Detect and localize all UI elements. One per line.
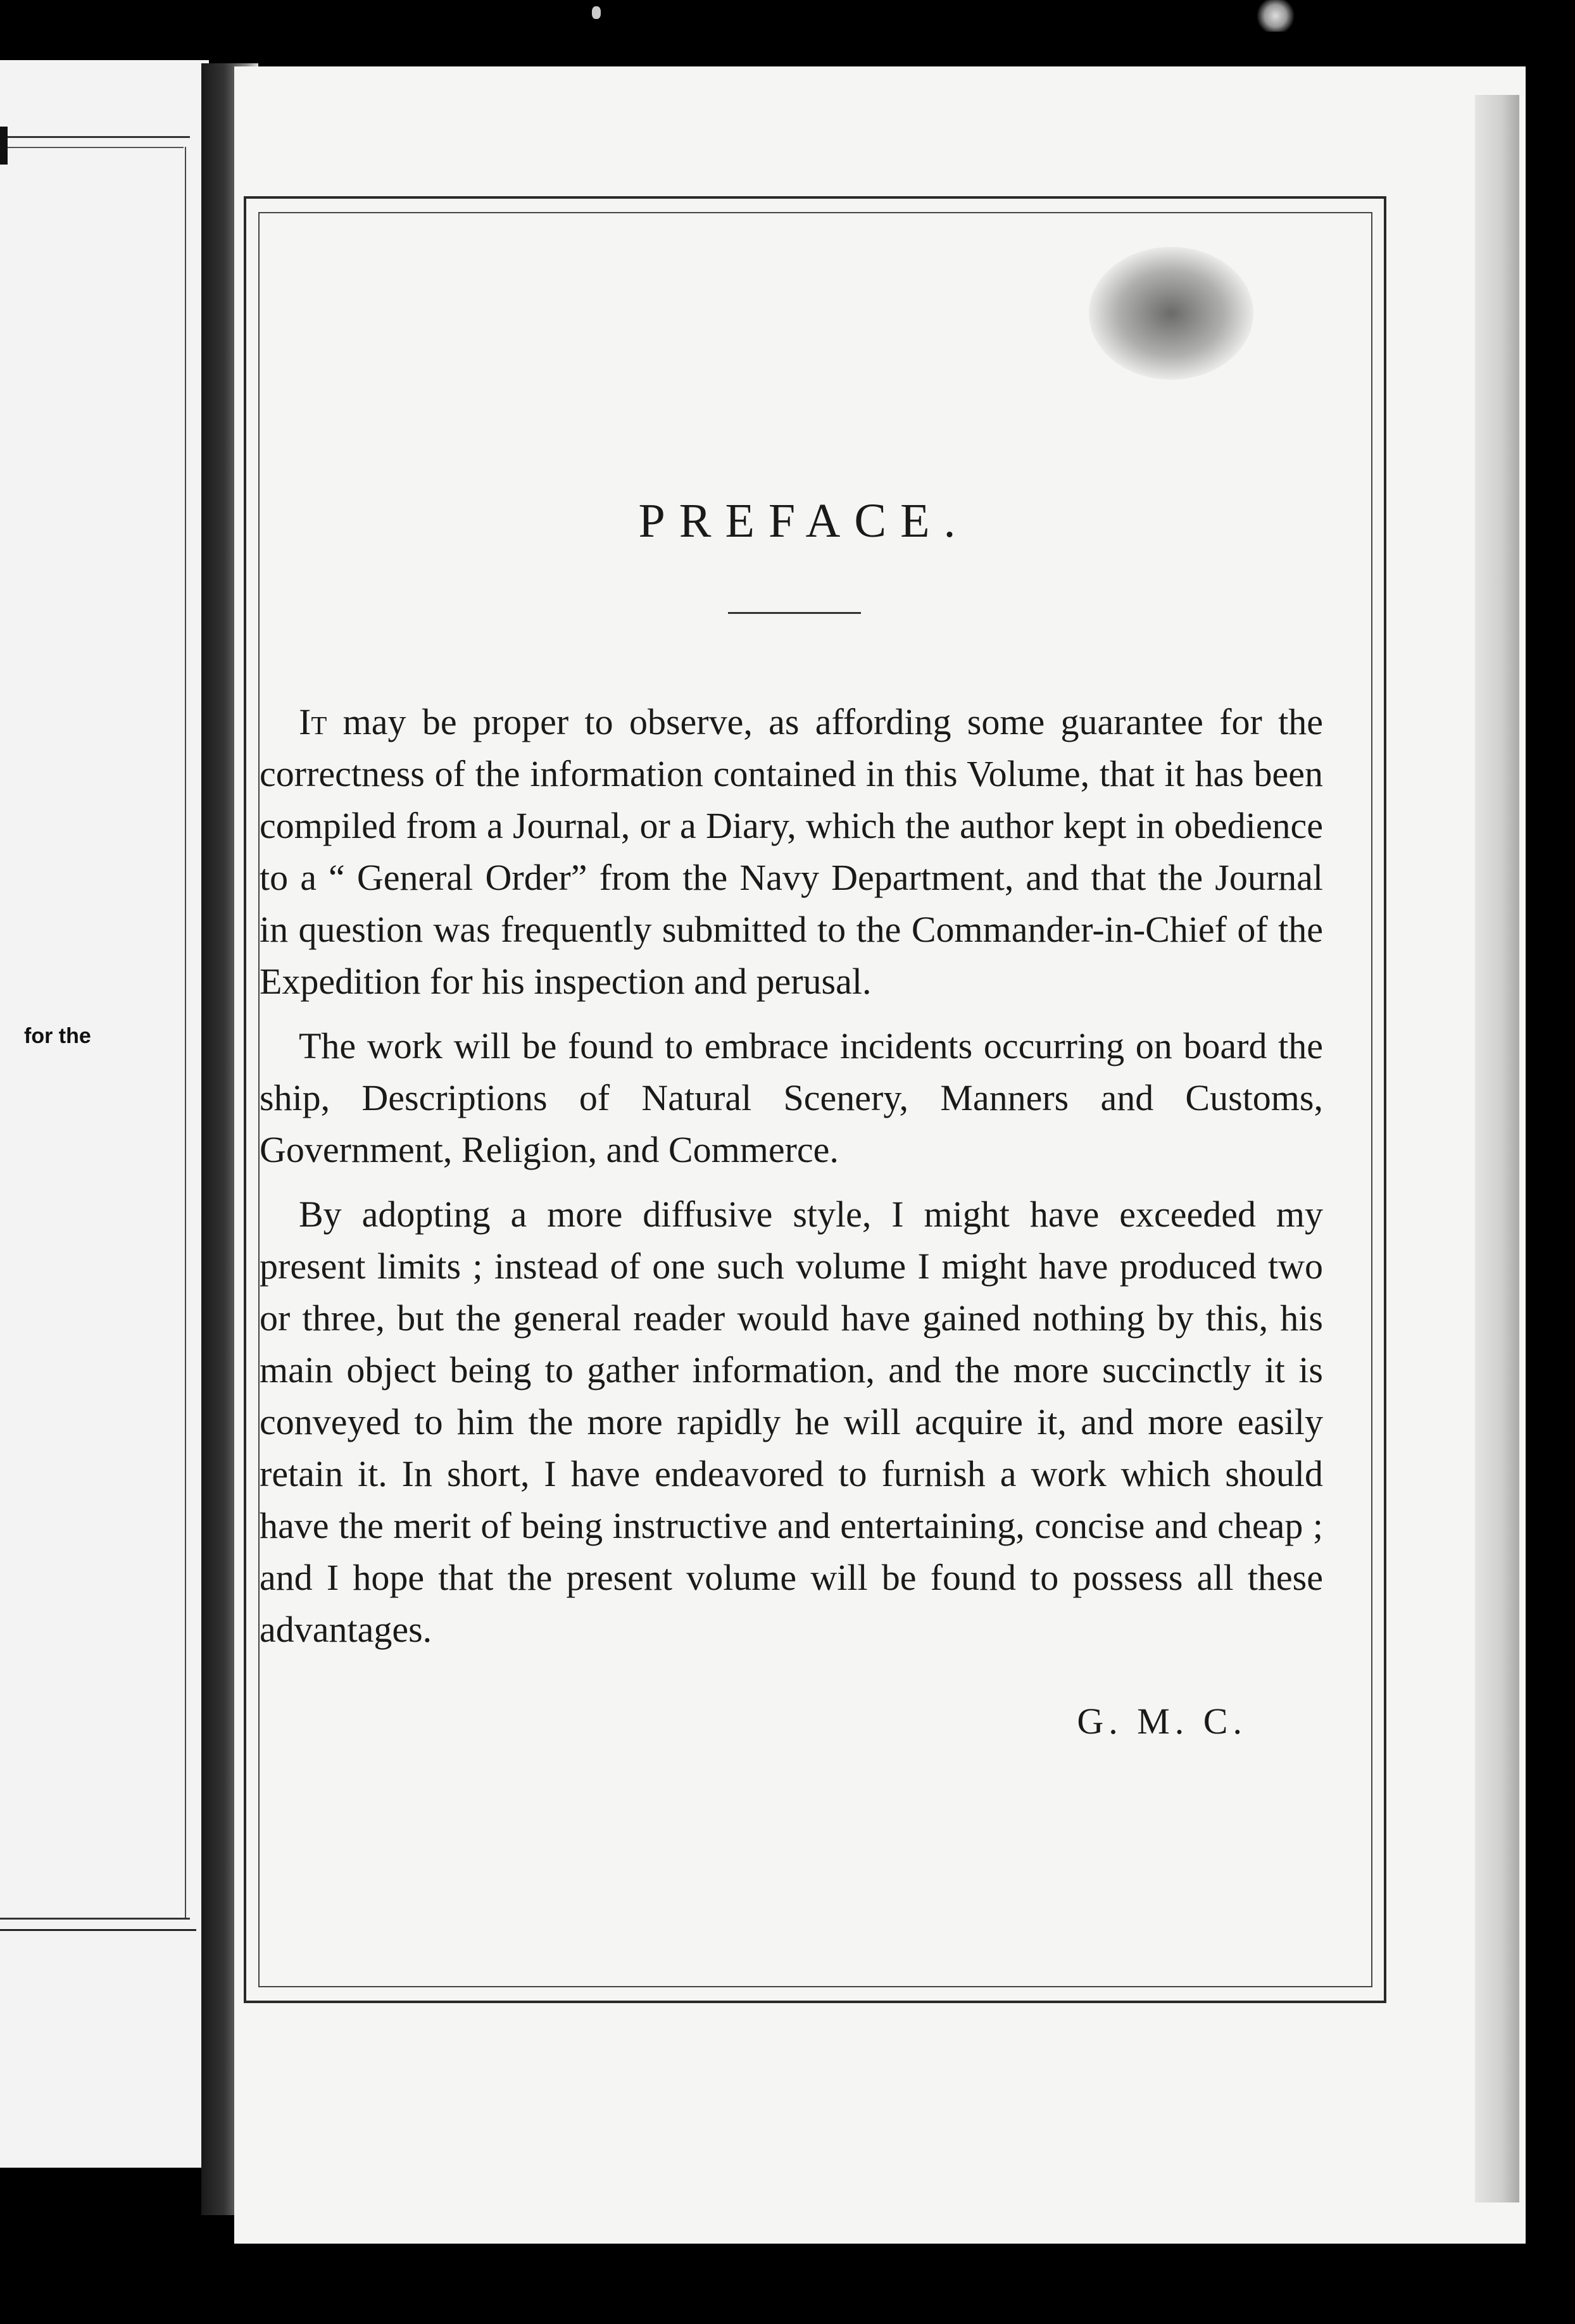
title-divider (728, 612, 861, 614)
paragraph-text: The work will be found to embrace incidents occurring on board the ship, Descriptions of Natural Scenery, Manners and Customs, Government, Religion, and Commerce. (260, 1025, 1323, 1170)
paragraph-text: By adopting a more diffusive style, I might have exceeded my present limits ; instead of one such volume I might have produced two or three, but the general reader would have gained nothing by this, his main object being to gather information, and the more succinctly it is conveyed to him the more rapidly he will acquire it, and more easily retain it. In short, I have endeavored to furnish a work which should have the merit of being instructive and entertaining, concise and cheap ; and I hope that the present volume will be found to possess all these advantages. (260, 1194, 1323, 1650)
ink-smudge (1089, 247, 1253, 380)
previous-page-rule-vertical (185, 147, 186, 1919)
page-edge-stack (1475, 95, 1519, 2202)
scan-speck-cluster (1253, 0, 1298, 32)
previous-page-rule-bottom-outer (0, 1929, 196, 1931)
previous-page-text-fragment: for the (24, 1024, 91, 1048)
author-initials: G. M. C. (1077, 1701, 1247, 1742)
previous-page (0, 60, 209, 2168)
page-title: PREFACE. (638, 494, 970, 547)
paragraph-text: may be proper to observe, as affording some guarantee for the correctness of the information contained in this Volume, that it has been compiled from a Journal, or a Diary, which the author kept in obedience to a “ General Order” from the Navy Department, and that the Journal in question was frequently submitted to the Commander-in-Chief of the Expedition for his inspection and perusal. (260, 701, 1323, 1002)
paragraph-2 (260, 1020, 1323, 1176)
paragraph-3 (260, 1189, 1323, 1656)
previous-page-rule-top (0, 136, 190, 138)
scan-speck (592, 6, 601, 19)
page-content (260, 494, 1323, 1742)
paragraph-1 (260, 696, 1323, 1008)
previous-page-rule-top-inner (0, 147, 184, 148)
paragraph-lead-word: It (299, 701, 327, 742)
previous-page-rule-bottom (0, 1918, 190, 1920)
previous-page-margin-mark (0, 127, 8, 165)
